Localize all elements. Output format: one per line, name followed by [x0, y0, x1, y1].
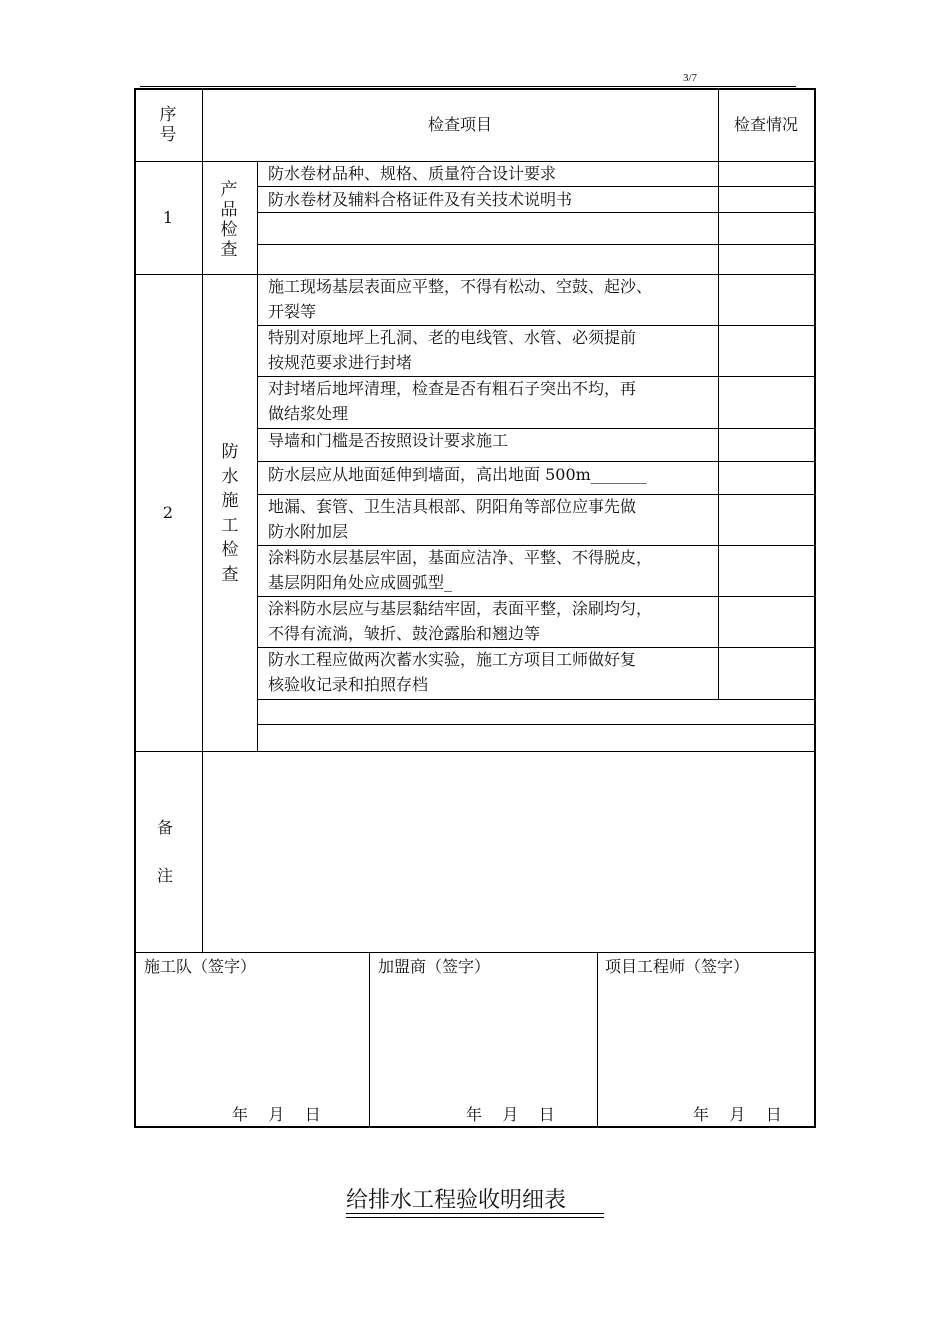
sign-franchisee-date: 年 月 日 — [466, 1105, 555, 1124]
item-line: 防水层应从地面延伸到墙面，高出地面 500m_______ — [268, 465, 647, 484]
remarks-divider — [134, 952, 816, 953]
inspection-table — [134, 88, 816, 1128]
item-line: 特别对原地坪上孔洞、老的电线管、水管、必须提前 — [268, 328, 637, 347]
section2-category — [218, 440, 242, 587]
title-underline — [346, 1217, 604, 1218]
item-line: 涂料防水层应与基层黏结牢固，表面平整，涂刷均匀， — [268, 599, 653, 618]
sign-team-date: 年 月 日 — [232, 1105, 321, 1124]
section2-item — [268, 596, 720, 646]
section1-item: 防水卷材及辅料合格证件及有关技术说明书 — [268, 190, 573, 209]
remarks-label-1: 备 — [157, 818, 174, 837]
section2-item — [268, 325, 720, 375]
section1-item: 防水卷材品种、规格、质量符合设计要求 — [268, 164, 557, 183]
item-line: 涂料防水层基层牢固，基面应洁净、平整、不得脱皮， — [268, 548, 653, 567]
sign-franchisee-label: 加盟商（签字） — [378, 957, 491, 976]
table-border-bottom — [134, 1126, 816, 1128]
item-line: 开裂等 — [268, 302, 317, 321]
category-char: 检 — [221, 540, 239, 560]
row-line — [257, 724, 816, 725]
section2-item — [268, 545, 720, 595]
item-line: 对封堵后地坪清理，检查是否有粗石子突出不均，再 — [268, 379, 637, 398]
sign-engineer-label: 项目工程师（签字） — [605, 957, 750, 976]
row-line — [257, 244, 816, 245]
sign-team-label: 施工队（签字） — [144, 957, 257, 976]
row-line — [257, 699, 816, 700]
category-char: 施 — [221, 491, 239, 511]
item-line: 地漏、套管、卫生洁具根部、阴阳角等部位应事先做 — [268, 497, 637, 516]
section2-item — [268, 647, 720, 697]
section-divider — [134, 751, 816, 752]
header-status: 检查情况 — [733, 115, 798, 134]
section2-item — [268, 274, 720, 324]
category-char: 工 — [221, 515, 239, 536]
section1-number: 1 — [162, 208, 174, 227]
category-char: 品 — [220, 200, 238, 220]
next-section-title: 给排水工程验收明细表 — [346, 1188, 567, 1213]
sign-col-line — [597, 952, 598, 1128]
section2-item — [268, 494, 720, 544]
item-line: 防水工程应做两次蓄水实验，施工方项目工师做好复 — [268, 650, 637, 669]
section1-category — [217, 180, 241, 260]
header-item: 检查项目 — [427, 115, 492, 134]
section2-number: 2 — [162, 503, 174, 522]
item-line: 不得有流淌，皱折、鼓沧露胎和翘边等 — [268, 624, 541, 643]
row-line — [257, 212, 816, 213]
section2-item — [268, 376, 720, 426]
remarks-label-2: 注 — [157, 866, 174, 885]
category-char: 水 — [221, 466, 239, 487]
category-char: 查 — [220, 240, 238, 260]
category-char: 防 — [221, 442, 239, 462]
item-line: 基层阴阳角处应成圆弧型_ — [268, 573, 453, 592]
item-line: 核验收记录和拍照存档 — [268, 675, 429, 694]
item-line: 防水附加层 — [268, 522, 349, 541]
col-line-category — [257, 161, 258, 751]
category-char: 查 — [221, 564, 239, 585]
category-char: 产 — [220, 180, 238, 200]
item-line: 导墙和门槛是否按照设计要求施工 — [268, 431, 509, 450]
item-line: 施工现场基层表面应平整，不得有松动、空鼓、起沙、 — [268, 277, 653, 296]
col-line-seq — [202, 88, 203, 952]
page-number: 3/7 — [683, 72, 698, 84]
section2-item — [268, 462, 720, 487]
header-seq-char: 号 — [159, 125, 177, 145]
sign-col-line — [369, 952, 370, 1128]
title-underline — [346, 1213, 604, 1214]
sign-engineer-date: 年 月 日 — [693, 1105, 782, 1124]
header-seq-char: 序 — [159, 105, 177, 125]
section2-item — [268, 428, 720, 453]
category-char: 检 — [220, 220, 238, 240]
item-line: 做结浆处理 — [268, 404, 349, 423]
item-line: 按规范要求进行封堵 — [268, 353, 413, 372]
top-rule — [140, 86, 796, 87]
header-seq — [156, 105, 180, 145]
